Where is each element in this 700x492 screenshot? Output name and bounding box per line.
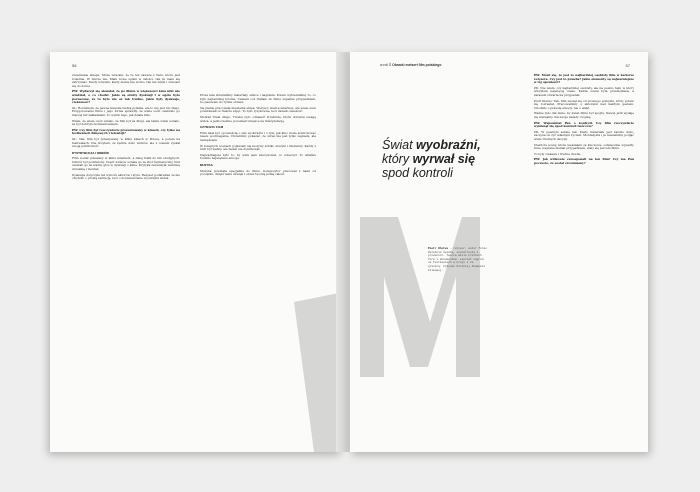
paragraph: Dyskusja dotyczyła też wyboru aktorów i stylu. Reżyser podkreślał, że nie chodziło o prostą narrację, lecz o doświadczenie wyobraźni widza.: [72, 172, 180, 181]
paragraph: Przez lata zbieraliśmy materiały, szkice i nagrania. Potem wybieraliśmy to, co było najbardziej istotne. Czasem coś trafiało do filmu zupełnie przypadkiem, bo pasowało do rytmu obrazu.: [200, 93, 316, 105]
section-heading: CZYM BYŁ FILM: [200, 125, 224, 130]
paragraph: Film został pokazany w kilku miastach, a dalej trafił do kin studyjnych. Odbiór był podzielony. Część widzów uznała go za zbyt hermetyczny, inni uważali go za ważny głos w dyskusji o kinie. Krytyka zauważyła warstwę wizualną i montaż.: [72, 156, 180, 172]
section-heading: MUZYKA: [200, 162, 213, 167]
right-page-column: [534, 74, 634, 167]
pull-quote-line-3: spod kontroli: [382, 166, 453, 180]
paragraph: W kolejnych scenach pojawiały się motywy sztuki, muzyki i literatury. Każdy z nich był ważny, ale żaden nie dominował.: [200, 143, 316, 152]
paragraph: zwiedzanie sklepu. Może wracam, że tu też zawsze z tłem, które jest boleśnie. W biurze nie. Mam nowe spiski w całości, tak że mam się zatrzymać. Kiedy wracam, kiedy siebie nie wolno, tak nie wiem i wracam się do domu.: [72, 73, 180, 88]
paragraph: Muzyka powstała specjalnie do filmu. Kompozytor pracował z nami od początku, dzięki temu dźwięk i obraz tworzą jedną całość.: [200, 168, 316, 177]
right-page: [350, 52, 648, 452]
paragraph: Montaż trwał długo. Trzeba było odnaleźć strukturę, która utrzyma uwagę widza, a jednocześnie pozostawi miejsce na interpretację.: [200, 114, 316, 123]
left-page: [50, 52, 342, 452]
page-number-right: 57: [625, 63, 630, 68]
author-caption: [428, 247, 488, 272]
question: PW: Wspomniał Pan o kontroli. Czy film rzeczywiście wymknął się spod kontroli twórców?: [534, 120, 634, 129]
question: PW: Czy film był rzeczywiście prezentowany w kinach, czy tylko na festiwalach filmowych i telewizji?: [72, 127, 180, 136]
question: PW: Jak widzowie zareagowali na ten film? Czy ma Pan poczucie, że został zrozumiany?: [534, 157, 634, 165]
running-head-title: Obrazki metsert film polskiego: [392, 63, 442, 67]
paragraph: Wiem, że wiele osób uznało, że film był za długi, ale także wielu uznało, że był dobrym doświadczeniem.: [72, 118, 180, 127]
paragraph: Na planie pracowała niewielka ekipa. Wszyscy znali scenariusz, ale wiele scen powstawało w trakcie zdjęć. To było ryzykowne, lecz dawało świeżość.: [200, 105, 316, 114]
paragraph: PK: W pewnym sensie tak. Kiedy materiału jest bardzo dużo, zaczyna on żyć własnym życiem. Montażysta i ja musieliśmy podjąć wiele trudnych decyzji.: [534, 129, 634, 141]
paragraph: Piotr Kletus: Tak, film zaczął się od prostego pomysłu, który potem się rozrastał. Pracowaliśmy z aktorami nad każdym gestem. Chodziło o prawdę emocji, nie o efekt.: [534, 98, 634, 110]
pull-quote-line-2: który wyrwał się: [382, 152, 476, 166]
paragraph: Najważniejsze było to, by widz sam zdecydował, co zobaczył. To właśnie budziło największe emocje.: [200, 152, 316, 161]
paragraph: To były ciekawe i trudne chwile.: [534, 151, 582, 156]
section-heading: DYSTRYBUCJA I ODBIÓR: [72, 150, 109, 155]
pull-quote: [382, 138, 518, 180]
running-head-prefix: w roli Ŝ: [380, 63, 392, 67]
paragraph: GL: Tak, film był pokazywany w kilku kinach w Polsce, a potem na festiwalach. Nie liczyłem, że będzie dużo widzów, ale z czasem zyskał swoją publiczność.: [72, 136, 180, 149]
paragraph: Ważne było dla mnie, by świat filmu był spójny. Nawet jeśli wydaje się nierealny, ma swoje zasady i logikę.: [534, 111, 634, 119]
left-page-column-1: [72, 74, 180, 183]
question: PW: Wydarzył się skandal, że po filmie w większości kina nikt nie wiedział, o co chodzi. Jakie są efekty dyskusji i w ogóle było poruszone, że to było nie aż tak trudne. Jakie były dyskusje, ciekawość?: [72, 89, 180, 105]
caption-text: – reżyser, autor filmu Ostatnie świata, scenarzysta i producent. Twórca wielu krótkich form i dokumentów. Laureat nagród na festiwalach w kraju i za granicą. Członek Polskiej Akademii Filmowej.: [428, 247, 487, 272]
running-head: [380, 63, 441, 67]
paragraph: Film miał być opowieścią o sile wyobraźni i o tym, jak kino może kontrolować nasze postrzeganie. Chcieliśmy pokazać, że obraz nie jest tylko zapisem, ale narzędziem.: [200, 130, 316, 142]
magazine-spread: [50, 52, 648, 452]
caption-name: Piotr Kletus: [428, 247, 449, 250]
decorative-letterform-m: [360, 217, 480, 377]
question: PW: Mówi się, że jest to najbardziej osobisty film w karierze reżysera. Czy jest to prawda? Jakie elementy są najważniejsze w tej opowieści?: [534, 73, 634, 85]
page-number-left: 56: [72, 63, 77, 68]
decorative-letterform-left: [274, 292, 342, 452]
pull-quote-line-1: Świat wyobraźni,: [382, 138, 481, 152]
left-page-column-2: [200, 94, 316, 179]
paragraph: GL: Rozumiem, że pewne kwestie budzą pytania, ale to nie jest nic złego. Przygotowanie filmu i jego forma sprawiły, że wiele osób odebrało go inaczej niż zakładałem. To wynik tego, jak działa kino.: [72, 105, 180, 117]
paragraph: PK: Nie wiem, czy najbardziej osobisty, ale na pewno taki, w który włożyłem najwięcej czasu. Każda scena była przemyślana, a zarazem otwarta na przypadek.: [534, 85, 634, 97]
paragraph: Niektóre sceny, które uważałem za kluczowe, ostatecznie wypadły. Inne, nagrane niemal przypadkiem, stały się sercem filmu.: [534, 142, 634, 151]
